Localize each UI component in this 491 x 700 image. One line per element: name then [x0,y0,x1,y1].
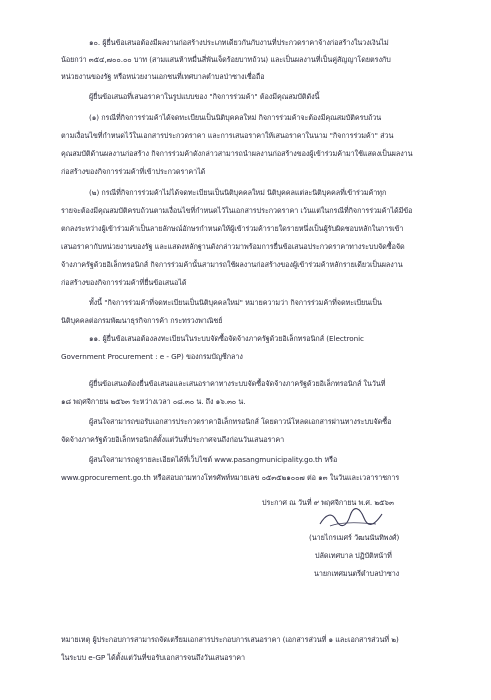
joint-case-2-line-1: (๒) กรณีที่กิจการร่วมค้าไม่ได้จดทะเบียนเป็นนิติบุคคลใหม่ นิติบุคคลแต่ละนิติบุคคลที่เข้าร่วมค้าทุก [89,188,387,197]
more-info-line-1: ผู้สนใจสามารถดูรายละเอียดได้ที่เว็บไซต์ www.pasangmunicipality.go.th หรือ [89,455,338,464]
section-11-line-2: Government Procurement : e - GP) ของกรมบัญชีกลาง [61,352,243,361]
joint-case-1-line-2: ตามเงื่อนไขที่กำหนดไว้ในเอกสารประกวดราคา และการเสนอราคาให้เสนอราคาในนาม "กิจการร่วมค้า" ส่วน [61,131,394,140]
signature-image [316,504,386,532]
joint-case-1-line-1: (๑) กรณีที่กิจการร่วมค้าได้จดทะเบียนเป็นนิติบุคคลใหม่ กิจการร่วมค้าจะต้องมีคุณสมบัติครบถ้วน [89,113,382,122]
definition-line-2: นิติบุคคลต่อกรมพัฒนาธุรกิจการค้า กระทรวงพาณิชย์ [61,316,223,325]
section-10-line-3: หน่วยงานของรัฐ หรือหน่วยงานเอกชนที่เทศบาลตำบลป่าซางเชื่อถือ [61,72,265,81]
joint-case-2-line-4: เสนอราคากับหน่วยงานของรัฐ และแสดงหลักฐานดังกล่าวมาพร้อมการยื่นข้อเสนอประกวดราคาทางระบบจัดซื้อจัด [61,242,405,251]
document-request-line-1: ผู้สนใจสามารถขอรับเอกสารประกวดราคาอิเล็กทรอนิกส์ โดยดาวน์โหลดเอกสารผ่านทางระบบจัดซื้อ [89,417,392,426]
section-10-line-1: ๑๐. ผู้ยื่นข้อเสนอต้องมีผลงานก่อสร้างประเภทเดียวกันกับงานที่ประกวดราคาจ้างก่อสร้างในวงเงินไม่ [89,38,389,47]
joint-case-2-line-2: รายจะต้องมีคุณสมบัติครบถ้วนตามเงื่อนไขที่กำหนดไว้ในเอกสารประกวดราคา เว้นแต่ในกรณีที่กิจการร่วมค้าได้มีข้อ [61,206,413,215]
submission-line-1: ผู้ยื่นข้อเสนอต้องยื่นข้อเสนอและเสนอราคาทางระบบจัดซื้อจัดจ้างภาครัฐด้วยอิเล็กทรอนิกส์ ในวันที่ [89,379,386,388]
joint-case-1-line-3: คุณสมบัติด้านผลงานก่อสร้าง กิจการร่วมค้าดังกล่าวสามารถนำผลงานก่อสร้างของผู้เข้าร่วมค้ามาใช้แสดงเป็นผลงาน [61,149,413,158]
signatory-name: (นายไกรเมศร์ วัฒนนันทิพงศ์) [309,533,400,542]
submission-line-2: ๑๘ พฤศจิกายน ๒๕๖๓ ระหว่างเวลา ๐๘.๓๐ น. ถึง ๑๖.๓๐ น. [61,397,246,406]
signatory-title-2: นายกเทศมนตรีตำบลป่าซาง [314,569,400,578]
announcement-date: ประกาศ ณ วันที่ ๙ พฤศจิกายน พ.ศ. ๒๕๖๓ [262,498,394,507]
more-info-line-2: www.gprocurement.go.th หรือสอบถามทางโทรศัพท์หมายเลข ๐๕๓๕๒๑๐๐๗ ต่อ ๑๓ ในวันและเวลาราชการ [61,473,400,482]
joint-venture-intro: ผู้ยื่นข้อเสนอที่เสนอราคาในรูปแบบของ "กิจการร่วมค้า" ต้องมีคุณสมบัติดังนี้ [89,92,320,101]
remark-line-1: หมายเหตุ ผู้ประกอบการสามารถจัดเตรียมเอกสารประกอบการเสนอราคา (เอกสารส่วนที่ ๑ และเอกสารส่วนที่ ๒) [61,635,399,644]
signatory-title-1: ปลัดเทศบาล ปฏิบัติหน้าที่ [315,551,392,560]
remark-line-2: ในระบบ e-GP ได้ตั้งแต่วันที่ขอรับเอกสารจนถึงวันเสนอราคา [61,653,246,662]
section-10-line-2: น้อยกว่า ๓๕๔,๗๐๐.๐๐ บาท (สามแสนห้าหมื่นสี่พันเจ็ดร้อยบาทถ้วน) และเป็นผลงานที่เป็นคู่สัญญาโดยตรงกับ [61,55,391,64]
joint-case-1-line-4: ก่อสร้างของกิจการร่วมค้าที่เข้าประกวดราคาได้ [61,167,206,176]
joint-case-2-line-5: จ้างภาครัฐด้วยอิเล็กทรอนิกส์ กิจการร่วมค้านั้นสามารถใช้ผลงานก่อสร้างของผู้เข้าร่วมค้าหลักรายเดียวเป็นผลงาน [61,260,403,269]
section-11-line-1: ๑๑. ผู้ยื่นข้อเสนอต้องลงทะเบียนในระบบจัดซื้อจัดจ้างภาครัฐด้วยอิเล็กทรอนิกส์ (Electronic [89,334,364,343]
definition-line-1: ทั้งนี้ "กิจการร่วมค้าที่จดทะเบียนเป็นนิติบุคคลใหม่" หมายความว่า กิจการร่วมค้าที่จดทะเบียนเป็น [89,298,382,307]
joint-case-2-line-6: ก่อสร้างของกิจการร่วมค้าที่ยื่นข้อเสนอได้ [61,278,187,287]
joint-case-2-line-3: ตกลงระหว่างผู้เข้าร่วมค้าเป็นลายลักษณ์อักษรกำหนดให้ผู้เข้าร่วมค้ารายใดรายหนึ่งเป็นผู้รับผิดชอบหลักในการเข้า [61,224,404,233]
document-request-line-2: จัดจ้างภาครัฐด้วยอิเล็กทรอนิกส์ตั้งแต่วันที่ประกาศจนถึงก่อนวันเสนอราคา [61,435,285,444]
